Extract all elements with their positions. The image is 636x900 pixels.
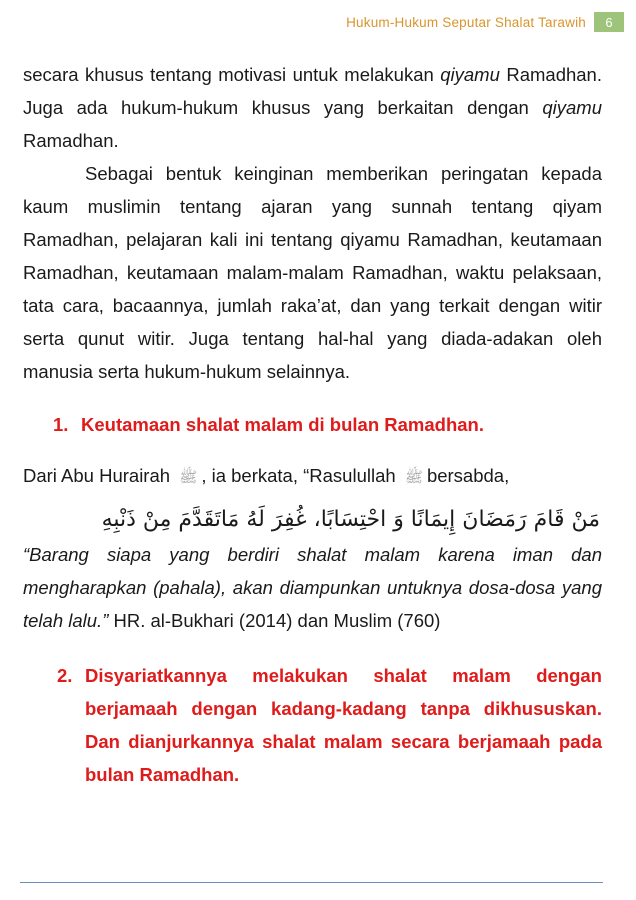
heading-text: Keutamaan shalat malam di bulan Ramadhan. (81, 414, 484, 435)
hadith-source: HR. al-Bukhari (2014) dan Muslim (760) (108, 610, 441, 631)
text-run: bersabda, (426, 465, 510, 486)
section-heading-2 (23, 659, 602, 791)
footer-divider (20, 882, 603, 883)
section-heading-1 (23, 408, 602, 441)
page-number-badge: 6 (594, 12, 624, 32)
text-run: Ramadhan. Juga ada hukum-hukum khusus yang berkaitan dengan (23, 64, 602, 118)
heading-number: 2. (57, 665, 73, 686)
narration-line (23, 459, 602, 494)
honorific-glyph-icon: ﷺ (404, 469, 423, 486)
text-run: secara khusus tentang motivasi untuk melakukan (23, 64, 441, 85)
text-run: Dari Abu Hurairah (23, 465, 171, 486)
hadith-translation (23, 538, 602, 637)
paragraph-1 (23, 58, 602, 157)
running-title: Hukum-Hukum Seputar Shalat Tarawih (346, 14, 586, 30)
heading-text: Disyariatkannya melakukan shalat malam dengan berjamaah dengan kadang-kadang tanpa dikhususkan. Dan dianjurkannya shalat malam secara berjamaah pada bulan Ramadhan. (85, 665, 602, 785)
heading-number: 1. (53, 414, 69, 435)
text-run: , ia berkata, “Rasulullah (201, 465, 396, 486)
paragraph-2: Sebagai bentuk keinginan memberikan peringatan kepada kaum muslimin tentang ajaran yang sunnah tentang qiyam Ramadhan, pelajaran kali ini tentang qiyamu Ramadhan, keutamaan Ramadhan, keutamaan malam-malam Ramadhan, waktu pelaksaan, tata cara, bacaannya, jumlah raka’at, dan yang terkait dengan witir serta qunut witir. Juga tentang hal-hal yang diada-adakan oleh manusia serta hukum-hukum selainnya. (23, 163, 602, 382)
italic-term: qiyamu (542, 97, 602, 118)
text-run: Ramadhan. (23, 130, 119, 151)
page-header (346, 10, 624, 34)
translation-italic: “Barang siapa yang berdiri shalat malam karena iman dan mengharapkan (pahala), akan diampunkan untuknya dosa-dosa yang telah lalu.” (23, 544, 602, 631)
page-content (23, 58, 602, 791)
honorific-glyph-icon: ﷺ (179, 469, 198, 486)
italic-term: qiyamu (440, 64, 500, 85)
arabic-hadith: مَنْ قَامَ رَمَضَانَ إِيمَانًا وَ احْتِسَابًا، غُفِرَ لَهُ مَاتَقَدَّمَ مِنْ ذَنْبِهِ (101, 507, 600, 532)
